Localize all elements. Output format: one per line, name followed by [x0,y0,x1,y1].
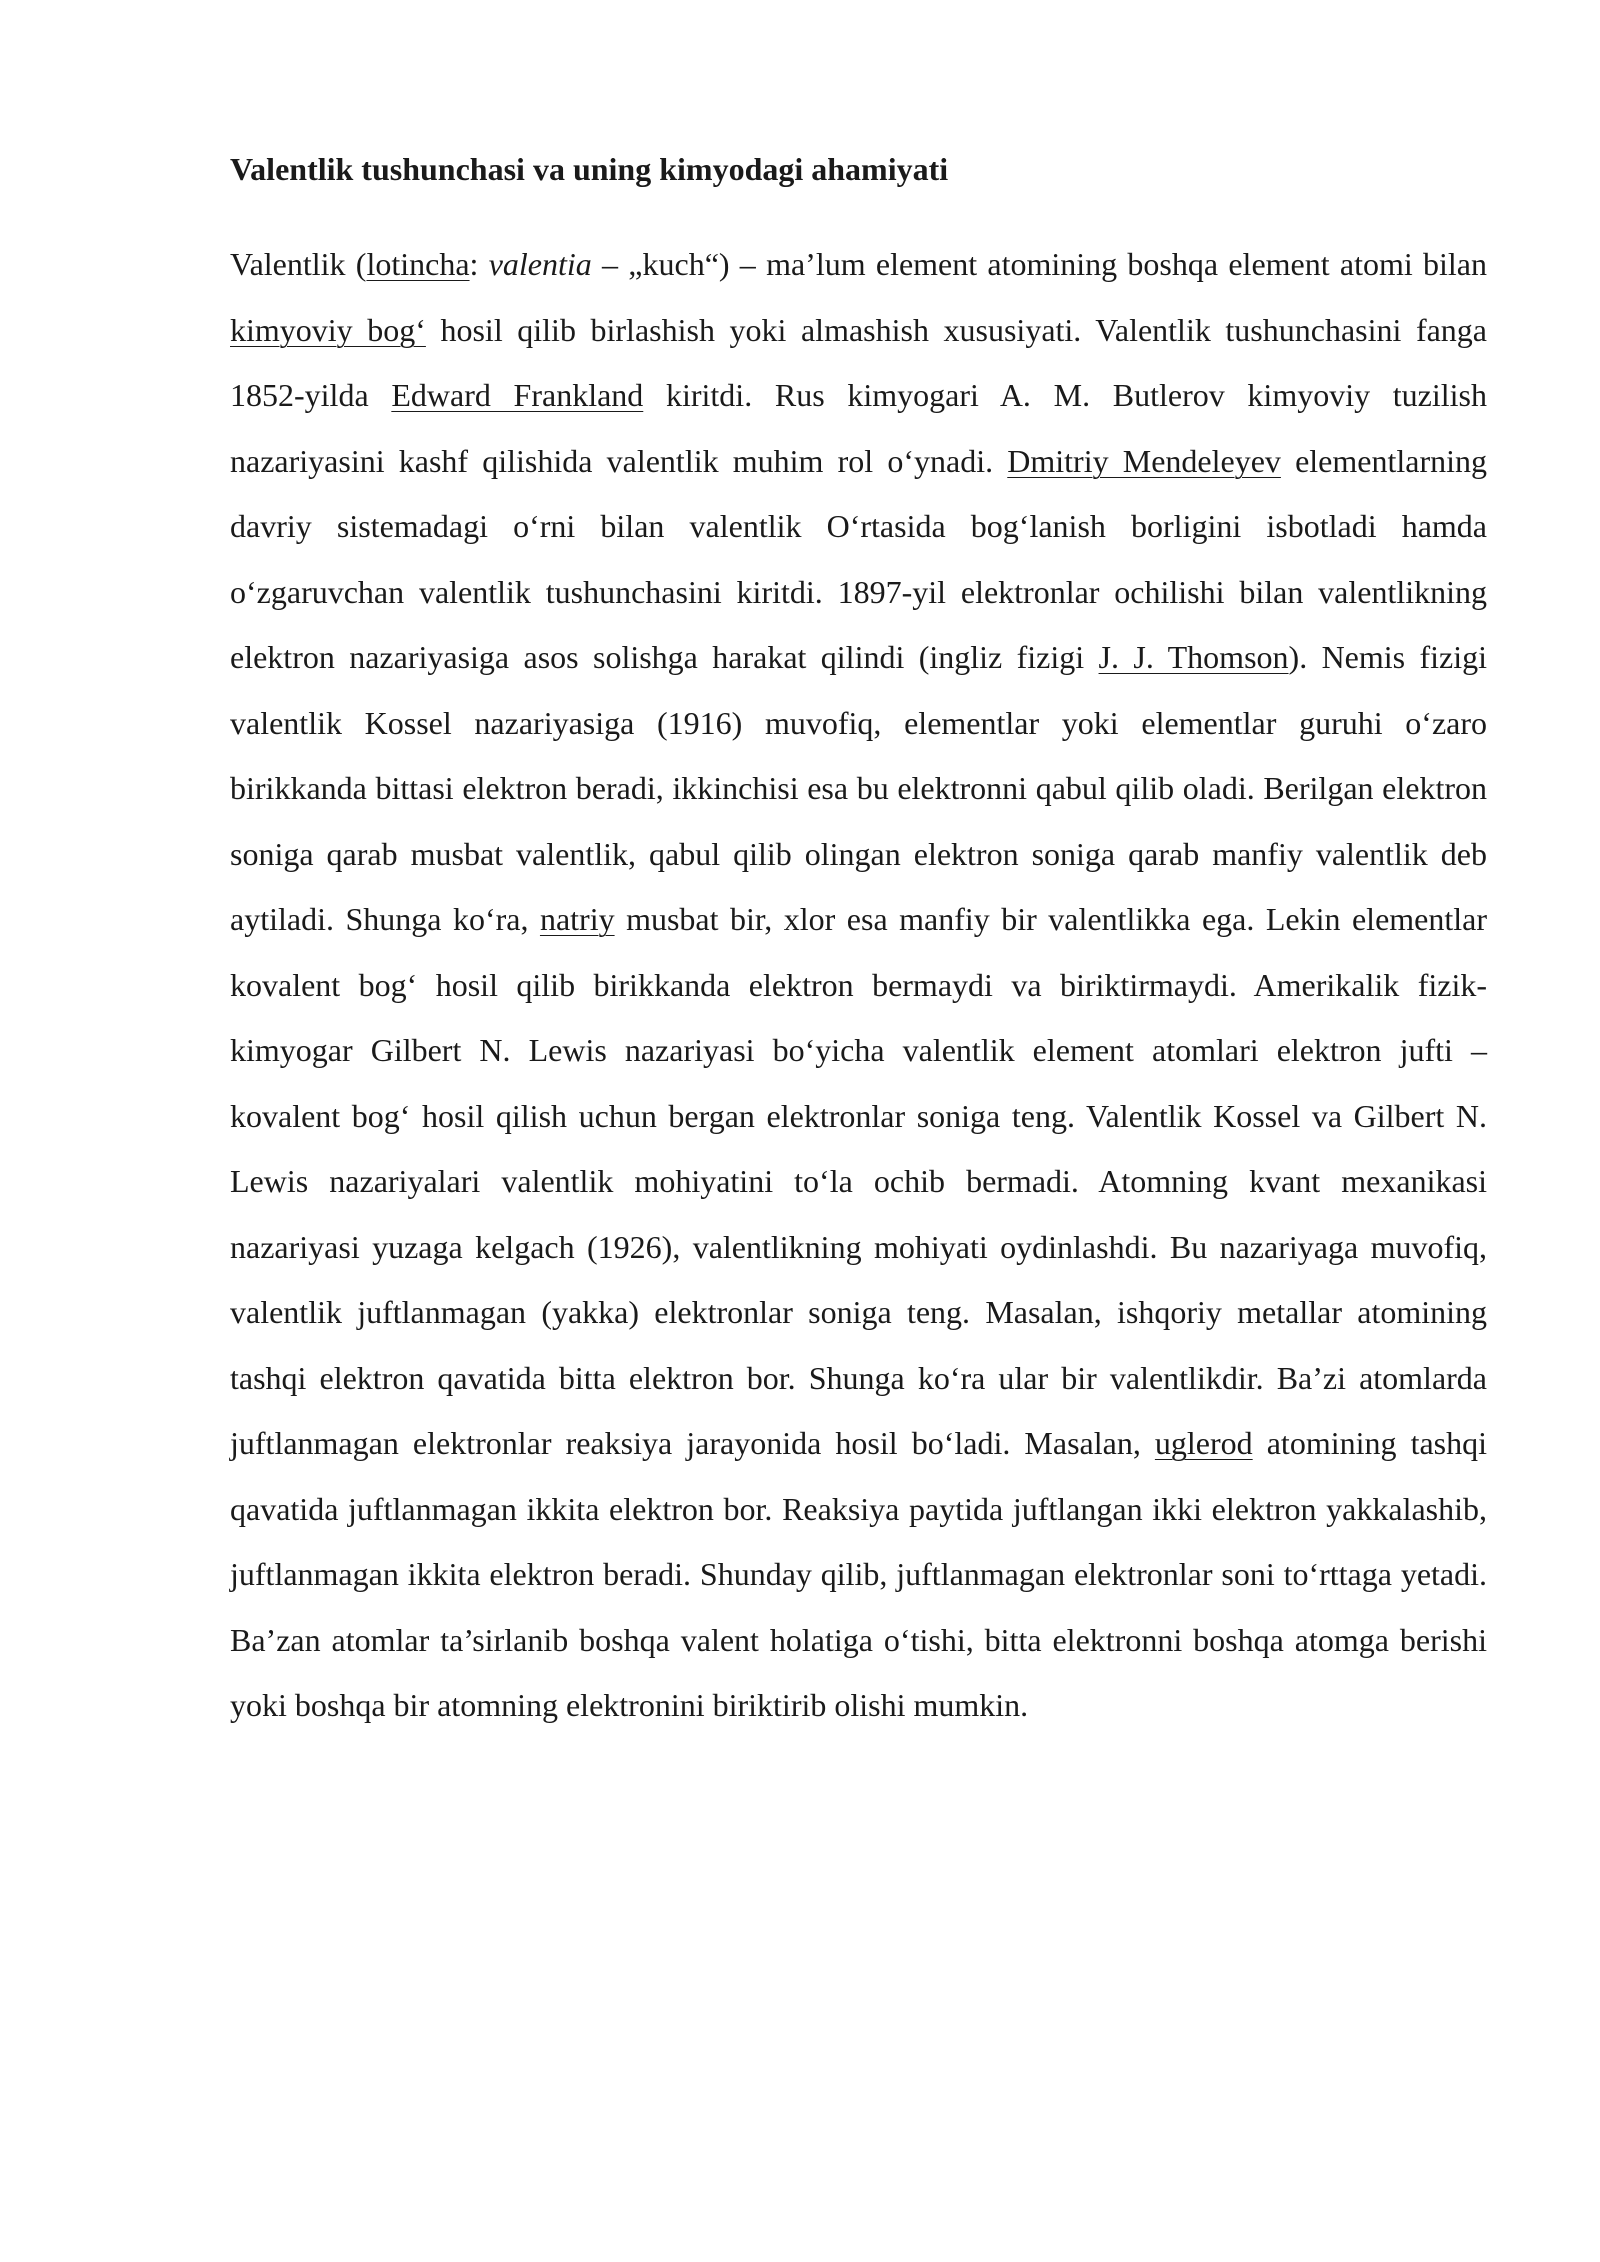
paragraph-text: – „kuch“) – ma’lum element atomining boshqa element atomi bilan [591,246,1488,283]
paragraph-text: : [469,246,489,283]
paragraph-text: kiritdi. Rus kimyogari A. M. Butlerov kimyoviy tuzilish nazariyasini kashf qilishida valentlik muhim rol o‘ynadi. [230,377,1487,479]
document-page [230,150,1487,1739]
link-dmitriy-mendeleyev[interactable]: Dmitriy Mendeleyev [1007,442,1281,479]
link-uglerod[interactable]: uglerod [1154,1425,1253,1462]
document-paragraph [230,232,1487,1739]
link-lotincha[interactable]: lotincha [366,246,470,283]
paragraph-text: elementlarning davriy sistemadagi o‘rni bilan valentlik O‘rtasida bog‘lanish borligini isbotladi hamda o‘zgaruvchan valentlik tushunchasini kiritdi. 1897-yil elektronlar ochilishi bilan valentlikning elektron nazariyasiga asos solishga harakat qilindi (ingliz fizigi [230,442,1488,676]
paragraph-text: musbat bir, xlor esa manfiy bir valentlikka ega. Lekin elementlar kovalent bog‘ hosil qilib birikkanda elektron bermaydi va biriktirmaydi. Amerikalik fizik-kimyogar Gilbert N. Lewis nazariyasi bo‘yicha valentlik element atomlari elektron jufti – kovalent bog‘ hosil qilish uchun bergan elektronlar soniga teng. Valentlik Kossel va Gilbert N. Lewis nazariyalari valentlik mohiyatini to‘la ochib bermadi. Atomning kvant mexanikasi nazariyasi yuzaga kelgach (1926), valentlikning mohiyati oydinlashdi. Bu nazariyaga muvofiq, valentlik juftlanmagan (yakka) elektronlar soniga teng. Masalan, ishqoriy metallar atomining tashqi elektron qavatida bitta elektron bor. Shunga ko‘ra ular bir valentlikdir. Ba’zi atomlarda juftlanmagan elektronlar reaksiya jarayonida hosil bo‘ladi. Masalan, [230,901,1488,1462]
italic-term: valentia [488,246,592,283]
paragraph-text: ). Nemis fizigi valentlik Kossel nazariyasiga (1916) muvofiq, elementlar yoki elementlar guruhi o‘zaro birikkanda bittasi elektron beradi, ikkinchisi esa bu elektronni qabul qilib oladi. Berilgan elektron soniga qarab musbat valentlik, qabul qilib olingan elektron soniga qarab manfiy valentlik deb aytiladi. Shunga ko‘ra, [230,639,1488,938]
paragraph-text: Valentlik ( [230,246,367,283]
link-natriy[interactable]: natriy [539,901,615,938]
link-j-j-thomson[interactable]: J. J. Thomson [1098,639,1289,676]
document-title: Valentlik tushunchasi va uning kimyodagi ahamiyati [230,151,949,187]
link-kimyoviy-bog[interactable]: kimyoviy bog‘ [230,311,426,348]
paragraph-text: atomining tashqi qavatida juftlanmagan ikkita elektron bor. Reaksiya paytida juftlangan ikki elektron yakkalashib, juftlanmagan ikkita elektron beradi. Shunday qilib, juftlanmagan elektronlar soni to‘rttaga yetadi. Ba’zan atomlar ta’sirlanib boshqa valent holatiga o‘tishi, bitta elektronni boshqa atomga berishi yoki boshqa bir atomning elektronini biriktirib olishi mumkin. [230,1425,1488,1724]
link-edward-frankland[interactable]: Edward Frankland [391,377,644,414]
paragraph-text: hosil qilib birlashish yoki almashish xususiyati. Valentlik tushunchasini fanga 1852-yilda [230,311,1488,414]
